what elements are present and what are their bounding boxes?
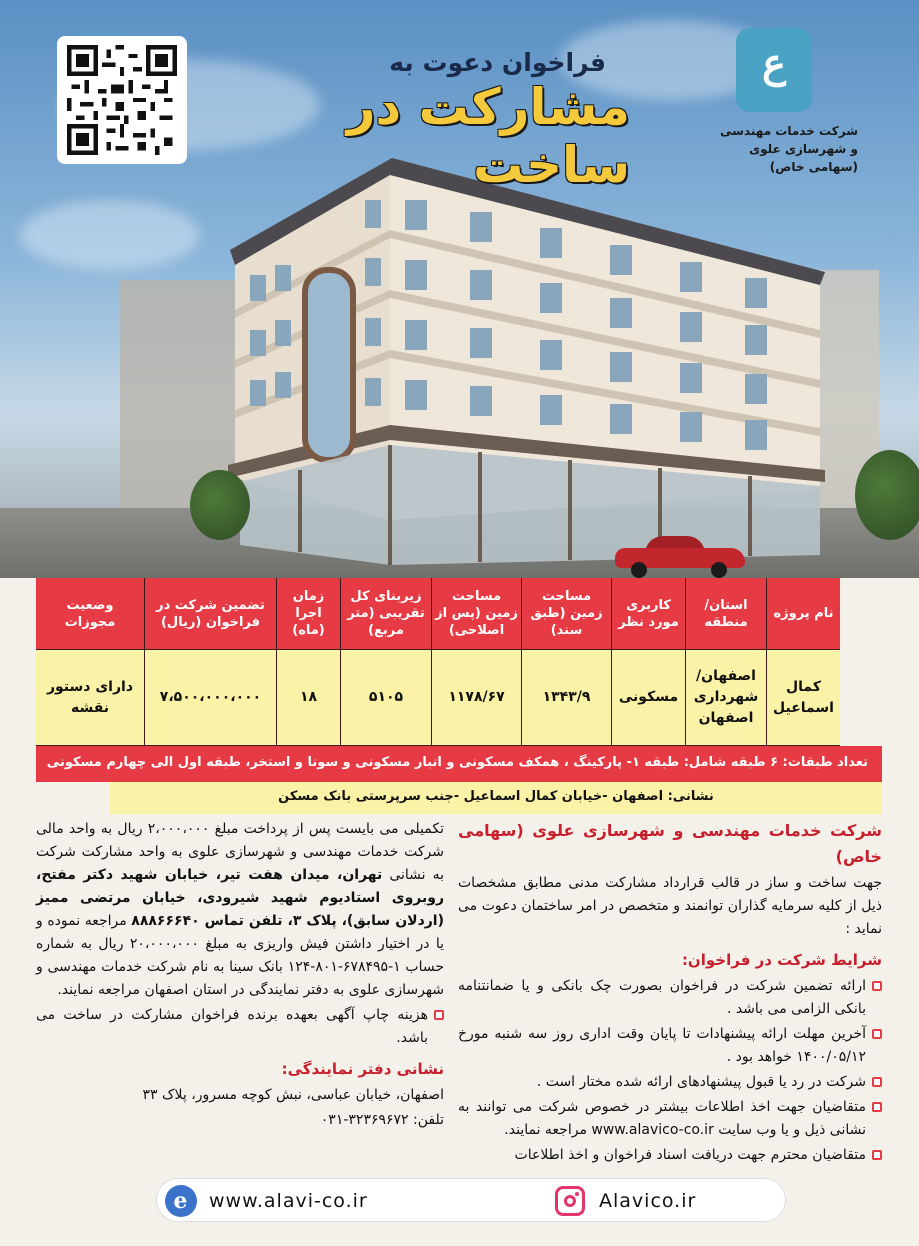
instagram-handle: Alavico.ir — [599, 1190, 697, 1212]
condition-item: متقاضیان محترم جهت دریافت اسناد فراخوان و اخذ اطلاعات — [458, 1144, 882, 1167]
checkbox-bullet-icon — [872, 1102, 882, 1112]
table-cell: ۷،۵۰۰،۰۰۰،۰۰۰ — [144, 650, 276, 746]
header-cell: مساحت زمین (طبق سند) — [521, 578, 611, 650]
header-cell: تضمین شرکت در فراخوان (ریال) — [144, 578, 276, 650]
table-cell: اصفهان/ شهرداری اصفهان — [685, 650, 766, 746]
office-address: اصفهان، خیابان عباسی، نبش کوچه مسرور، پلاک ۳۳ — [142, 1087, 444, 1103]
conditions-heading: شرایط شرکت در فراخوان: — [681, 951, 882, 969]
red-car — [615, 536, 745, 576]
website-link[interactable] — [165, 1185, 368, 1217]
headline-title: مشارکت در ساخت — [346, 78, 630, 194]
table-header-row — [36, 578, 840, 650]
logo-mark — [736, 28, 812, 112]
instagram-link[interactable] — [555, 1185, 696, 1217]
footer-bar — [156, 1178, 786, 1222]
header-cell: کاربری مورد نظر — [611, 578, 685, 650]
headline — [200, 48, 630, 194]
header-cell: نام پروژه — [766, 578, 840, 650]
checkbox-bullet-icon — [872, 1150, 882, 1160]
office-phone: تلفن: ۳۲۳۶۹۶۷۲-۰۳۱ — [320, 1112, 444, 1128]
condition-item: ارائه تضمین شرکت در فراخوان بصورت چک بانکی و یا ضمانتنامه بانکی الزامی می باشد . — [458, 975, 882, 1021]
intro-text: جهت ساخت و ساز در قالب قرارداد مشارکت مدنی مطابق مشخصات ذیل از کلیه سرمایه گذاران توانمند و متخصص در امر ساختمان دعوت می نماید : — [458, 875, 882, 937]
logo-company-name: شرکت خدمات مهندسی و شهرسازی علوی (سهامی خاص) — [720, 124, 858, 174]
checkbox-bullet-icon — [872, 1077, 882, 1087]
company-logo — [710, 28, 890, 178]
table-cell: ۱۸ — [276, 650, 340, 746]
table-cell: ۵۱۰۵ — [340, 650, 431, 746]
table-cell: دارای دستور نقشه — [36, 650, 144, 746]
condition-item: شرکت در رد یا قبول پیشنهادهای ارائه شده مختار است . — [458, 1071, 882, 1094]
header-cell: زیربنای کل تقریبی (متر مربع) — [340, 578, 431, 650]
left-column — [36, 818, 444, 1134]
header-cell: مساحت زمین (پس از اصلاحی) — [431, 578, 521, 650]
right-column — [458, 818, 882, 1169]
project-table — [36, 578, 840, 746]
checkbox-bullet-icon — [434, 1010, 444, 1020]
website-url: www.alavi-co.ir — [209, 1190, 368, 1212]
qr-code[interactable] — [57, 36, 187, 164]
table-row — [36, 650, 840, 746]
condition-item: آخرین مهلت ارائه پیشنهادات تا پایان وقت اداری روز سه شنبه مورخ ۱۴۰۰/۰۵/۱۲ خواهد بود . — [458, 1023, 882, 1069]
company-heading: شرکت خدمات مهندسی و شهرسازی علوی (سهامی خاص) — [458, 821, 882, 866]
office-heading: نشانی دفتر نمایندگی: — [281, 1060, 444, 1078]
floors-info: تعداد طبقات: ۶ طبقه شامل: طبقه ۱- پارکینگ ، همکف مسکونی و انبار مسکونی و سونا و استخر، طبقه اول الی چهارم مسکونی — [36, 746, 882, 782]
table-cell: ۱۱۷۸/۶۷ — [431, 650, 521, 746]
internet-explorer-icon: e — [165, 1185, 197, 1217]
instagram-icon — [555, 1186, 585, 1216]
condition-item: متقاضیان جهت اخذ اطلاعات بیشتر در خصوص شرکت می توانند به نشانی ذیل و یا وب سایت www.alavico-co.ir مراجعه نمایند. — [458, 1096, 882, 1142]
header-cell: زمان اجرا (ماه) — [276, 578, 340, 650]
checkbox-bullet-icon — [872, 1029, 882, 1039]
project-address: نشانی: اصفهان -خیابان کمال اسماعیل -جنب سرپرستی بانک مسکن — [110, 782, 882, 814]
payment-instructions: تکمیلی می بایست پس از پرداخت مبلغ ۲،۰۰۰،۰۰۰ ریال به واحد مالی شرکت خدمات مهندسی و شهرسازی علوی به واحد مشارکت شرکت به نشانی تهران، میدان هفت تیر، خیابان شهید دکتر مفتح، روبروی استادیوم شهید شیرودی، خیابان مرتضی ممیز (اردلان سابق)، پلاک ۳، تلفن تماس ۸۸۸۶۶۶۴۰ مراجعه نموده و یا در اختیار داشتن فیش واریزی به مبلغ ۲۰،۰۰۰،۰۰۰ ریال به شماره حساب ۱-۶۷۸۴۹۵-۸۰۱-۱۲۴ بانک سینا به نام شرکت خدمات مهندسی و شهرسازی علوی به دفتر نمایندگی در استان اصفهان مراجعه نمایند. — [36, 821, 445, 998]
print-cost-note: هزینه چاپ آگهی بعهده برنده فراخوان مشارکت در ساخت می باشد. — [36, 1004, 444, 1050]
checkbox-bullet-icon — [872, 981, 882, 991]
table-cell: کمال اسماعیل — [766, 650, 840, 746]
header-cell: استان/ منطقه — [685, 578, 766, 650]
table-cell: مسکونی — [611, 650, 685, 746]
headline-subtitle: فراخوان دعوت به — [389, 48, 606, 77]
header-cell: وضعیت مجوزات — [36, 578, 144, 650]
logo-glyph: ع — [762, 40, 786, 87]
table-cell: ۱۳۴۳/۹ — [521, 650, 611, 746]
